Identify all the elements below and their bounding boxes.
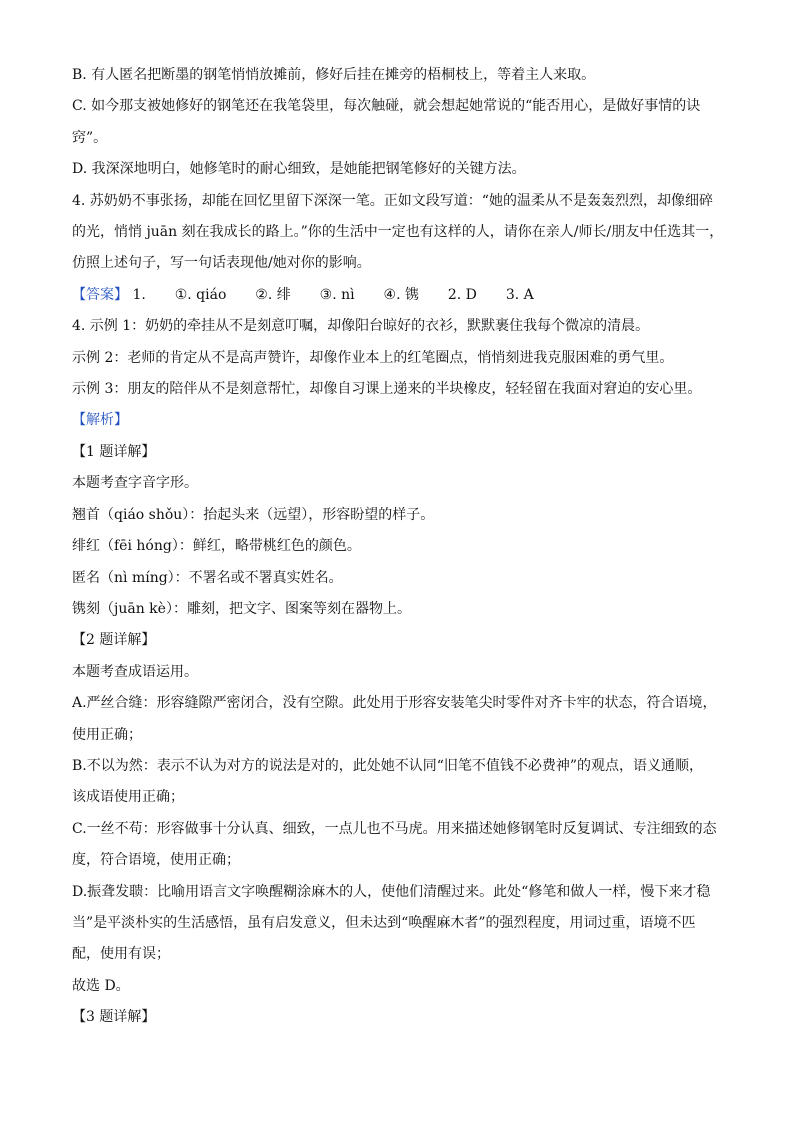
document-body bbox=[72, 60, 732, 1034]
answer-2: 2. D bbox=[447, 286, 477, 303]
q2-line: 故选 D。 bbox=[72, 977, 130, 994]
answer-line bbox=[72, 280, 732, 311]
answer-3: 3. A bbox=[505, 286, 534, 303]
q1-line: 镌刻（juān kè）：雕刻，把文字、图案等刻在器物上。 bbox=[72, 600, 411, 617]
example-1: 4. 示例 1：奶奶的牵挂从不是刻意叮嘱，却像阳台晾好的衣衫，默默裹住我每个微凉的清晨。 bbox=[72, 318, 650, 335]
q2-line: 配，使用有误； bbox=[72, 946, 170, 963]
answer-1-item-3: ③. nì bbox=[319, 286, 355, 303]
q3-heading: 【3 题详解】 bbox=[72, 1009, 156, 1026]
q1-line: 绯红（fēi hóng）：鲜红，略带桃红色的颜色。 bbox=[72, 538, 361, 555]
answer-1-prefix: 1. bbox=[132, 286, 146, 303]
answer-1-item-2: ②. 绯 bbox=[255, 286, 291, 303]
option-c-text-cont: 窍”。 bbox=[72, 129, 108, 146]
q2-line: 该成语使用正确； bbox=[72, 789, 184, 806]
option-c-text: C. 如今那支被她修好的钢笔还在我笔袋里，每次触碰，就会想起她常说的“能否用心，是做好事情的诀 bbox=[72, 98, 701, 115]
question-4-text-end: 仿照上述句子，写一句话表现他/她对你的影响。 bbox=[72, 255, 371, 272]
question-4-text-cont: 的光，悄悄 juān 刻在我成长的路上。”你的生活中一定也有这样的人，请你在亲人/师长/朋友中任选其一， bbox=[72, 224, 724, 241]
answer-1-item-1: ①. qiáo bbox=[174, 286, 227, 303]
question-4-text: 4. 苏奶奶不事张扬，却能在回忆里留下深深一笔。正如文段写道：“她的温柔从不是轰轰烈烈，却像细碎 bbox=[72, 192, 713, 209]
q1-line: 本题考查字音字形。 bbox=[72, 475, 198, 492]
q2-line: 本题考查成语运用。 bbox=[72, 663, 198, 680]
example-2: 示例 2：老师的肯定从不是高声赞许，却像作业本上的红笔圈点，悄悄刻进我克服困难的勇气里。 bbox=[72, 349, 674, 366]
analysis-tag: 【解析】 bbox=[72, 412, 128, 429]
answer-tag: 【答案】 bbox=[72, 286, 128, 303]
q2-line: C.一丝不苟：形容做事十分认真、细致，一点儿也不马虎。用来描述她修钢笔时反复调试、专注细致的态 bbox=[72, 820, 717, 837]
q1-line: 匿名（nì míng）：不署名或不署真实姓名。 bbox=[72, 569, 343, 586]
option-b-text: B. 有人匿名把断墨的钢笔悄悄放摊前，修好后挂在摊旁的梧桐枝上，等着主人来取。 bbox=[72, 67, 596, 83]
q1-heading: 【1 题详解】 bbox=[72, 443, 156, 460]
q2-line: A.严丝合缝：形容缝隙严密闭合，没有空隙。此处用于形容安装笔尖时零件对齐卡牢的状态，符合语境， bbox=[72, 695, 717, 712]
q2-line: 当”是平淡朴实的生活感悟，虽有启发意义，但未达到“唤醒麻木者”的强烈程度，用词过重，语境不匹 bbox=[72, 914, 696, 931]
q2-line: D.振聋发聩：比喻用语言文字唤醒糊涂麻木的人，使他们清醒过来。此处“修笔和做人一样，慢下来才稳 bbox=[72, 883, 711, 900]
q1-line: 翘首（qiáo shǒu）：抬起头来（远望），形容盼望的样子。 bbox=[72, 506, 435, 523]
q2-heading: 【2 题详解】 bbox=[72, 632, 156, 649]
answer-1-item-4: ④. 镌 bbox=[383, 286, 419, 303]
option-d-text: D. 我深深地明白，她修笔时的耐心细致，是她能把钢笔修好的关键方法。 bbox=[72, 161, 526, 178]
q2-line: B.不以为然：表示不认为对方的说法是对的，此处她不认同“旧笔不值钱不必费神”的观点，语义通顺， bbox=[72, 757, 704, 774]
q2-line: 使用正确； bbox=[72, 726, 142, 743]
example-3: 示例 3：朋友的陪伴从不是刻意帮忙，却像自习课上递来的半块橡皮，轻轻留在我面对窘迫的安心里。 bbox=[72, 381, 702, 398]
q2-line: 度，符合语境，使用正确； bbox=[72, 852, 240, 869]
